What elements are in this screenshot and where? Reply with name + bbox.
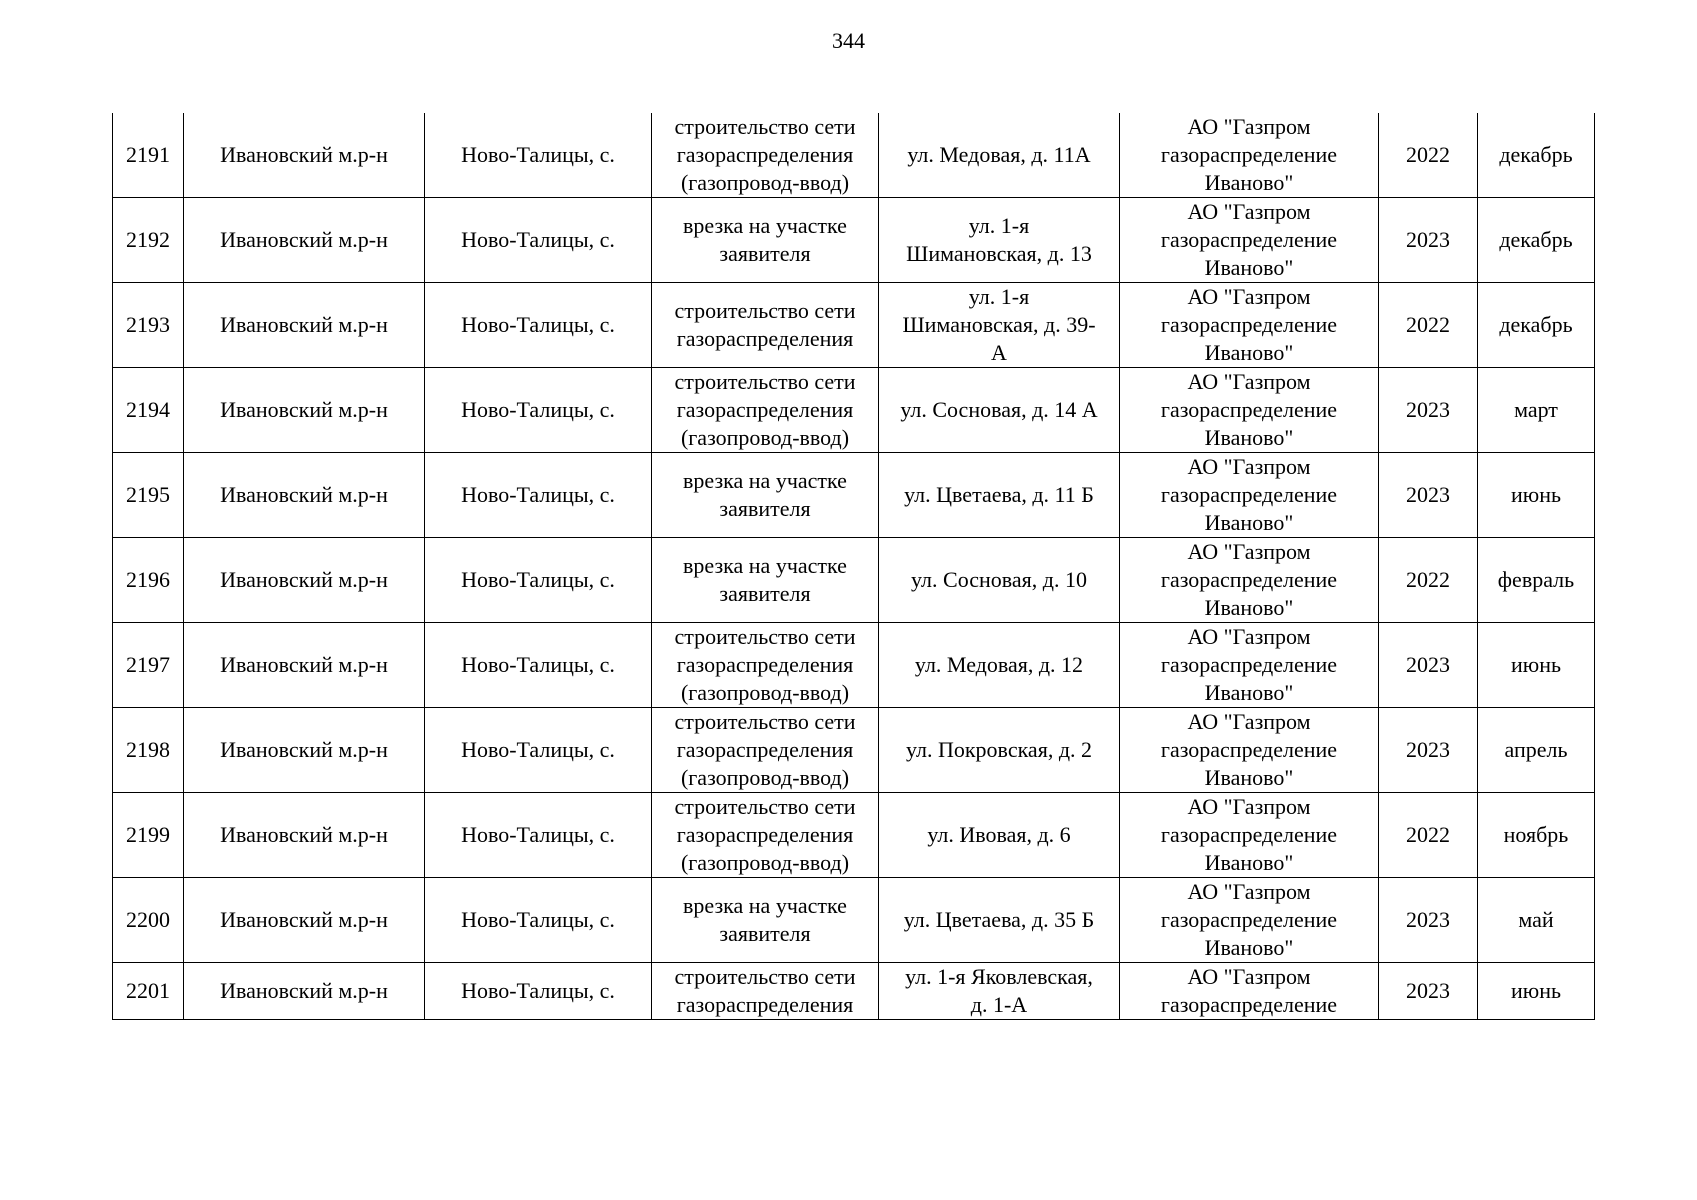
address-cell: ул. Цветаева, д. 35 Б	[879, 878, 1120, 963]
table-row	[113, 453, 1595, 538]
row-number-cell: 2193	[113, 283, 184, 368]
work-type-cell: врезка на участке заявителя	[652, 538, 879, 623]
row-number-cell: 2199	[113, 793, 184, 878]
district-cell: Ивановский м.р-н	[184, 623, 425, 708]
row-number-cell: 2198	[113, 708, 184, 793]
organization-cell: АО "Газпром газораспределение Иваново"	[1120, 368, 1379, 453]
district-cell: Ивановский м.р-н	[184, 113, 425, 198]
year-cell: 2023	[1379, 198, 1478, 283]
organization-cell: АО "Газпром газораспределение Иваново"	[1120, 793, 1379, 878]
row-number-cell: 2191	[113, 113, 184, 198]
work-type-cell: строительство сети газораспределения	[652, 283, 879, 368]
settlement-cell: Ново-Талицы, с.	[425, 708, 652, 793]
settlement-cell: Ново-Талицы, с.	[425, 878, 652, 963]
organization-cell: АО "Газпром газораспределение Иваново"	[1120, 708, 1379, 793]
month-cell: декабрь	[1478, 283, 1595, 368]
organization-cell: АО "Газпром газораспределение Иваново"	[1120, 283, 1379, 368]
row-number-cell: 2194	[113, 368, 184, 453]
settlement-cell: Ново-Талицы, с.	[425, 113, 652, 198]
month-cell: май	[1478, 878, 1595, 963]
district-cell: Ивановский м.р-н	[184, 963, 425, 1020]
month-cell: декабрь	[1478, 198, 1595, 283]
organization-cell: АО "Газпром газораспределение	[1120, 963, 1379, 1020]
address-cell: ул. Медовая, д. 12	[879, 623, 1120, 708]
settlement-cell: Ново-Талицы, с.	[425, 963, 652, 1020]
organization-cell: АО "Газпром газораспределение Иваново"	[1120, 113, 1379, 198]
year-cell: 2023	[1379, 623, 1478, 708]
address-cell: ул. Покровская, д. 2	[879, 708, 1120, 793]
row-number-cell: 2197	[113, 623, 184, 708]
year-cell: 2023	[1379, 453, 1478, 538]
year-cell: 2022	[1379, 538, 1478, 623]
settlement-cell: Ново-Талицы, с.	[425, 623, 652, 708]
year-cell: 2022	[1379, 113, 1478, 198]
work-type-cell: строительство сети газораспределения (газопровод-ввод)	[652, 793, 879, 878]
organization-cell: АО "Газпром газораспределение Иваново"	[1120, 538, 1379, 623]
table-row	[113, 538, 1595, 623]
month-cell: февраль	[1478, 538, 1595, 623]
table-row	[113, 198, 1595, 283]
row-number-cell: 2201	[113, 963, 184, 1020]
district-cell: Ивановский м.р-н	[184, 283, 425, 368]
gasification-table	[112, 113, 1595, 1020]
work-type-cell: строительство сети газораспределения (газопровод-ввод)	[652, 708, 879, 793]
district-cell: Ивановский м.р-н	[184, 538, 425, 623]
address-cell: ул. Медовая, д. 11А	[879, 113, 1120, 198]
month-cell: июнь	[1478, 453, 1595, 538]
row-number-cell: 2195	[113, 453, 184, 538]
row-number-cell: 2192	[113, 198, 184, 283]
district-cell: Ивановский м.р-н	[184, 453, 425, 538]
table-row	[113, 708, 1595, 793]
settlement-cell: Ново-Талицы, с.	[425, 538, 652, 623]
organization-cell: АО "Газпром газораспределение Иваново"	[1120, 198, 1379, 283]
table-row	[113, 283, 1595, 368]
table-row	[113, 623, 1595, 708]
work-type-cell: строительство сети газораспределения (газопровод-ввод)	[652, 368, 879, 453]
address-cell: ул. Ивовая, д. 6	[879, 793, 1120, 878]
table-row	[113, 113, 1595, 198]
month-cell: июнь	[1478, 623, 1595, 708]
address-cell: ул. Сосновая, д. 14 А	[879, 368, 1120, 453]
settlement-cell: Ново-Талицы, с.	[425, 198, 652, 283]
organization-cell: АО "Газпром газораспределение Иваново"	[1120, 878, 1379, 963]
month-cell: март	[1478, 368, 1595, 453]
work-type-cell: врезка на участке заявителя	[652, 198, 879, 283]
year-cell: 2022	[1379, 283, 1478, 368]
district-cell: Ивановский м.р-н	[184, 878, 425, 963]
work-type-cell: строительство сети газораспределения (газопровод-ввод)	[652, 113, 879, 198]
address-cell: ул. 1-я Яковлевская, д. 1-А	[879, 963, 1120, 1020]
work-type-cell: строительство сети газораспределения (газопровод-ввод)	[652, 623, 879, 708]
month-cell: ноябрь	[1478, 793, 1595, 878]
work-type-cell: строительство сети газораспределения	[652, 963, 879, 1020]
table-row	[113, 793, 1595, 878]
table-row	[113, 368, 1595, 453]
settlement-cell: Ново-Талицы, с.	[425, 453, 652, 538]
month-cell: декабрь	[1478, 113, 1595, 198]
settlement-cell: Ново-Талицы, с.	[425, 793, 652, 878]
row-number-cell: 2196	[113, 538, 184, 623]
month-cell: апрель	[1478, 708, 1595, 793]
work-type-cell: врезка на участке заявителя	[652, 878, 879, 963]
organization-cell: АО "Газпром газораспределение Иваново"	[1120, 453, 1379, 538]
address-cell: ул. Цветаева, д. 11 Б	[879, 453, 1120, 538]
district-cell: Ивановский м.р-н	[184, 708, 425, 793]
year-cell: 2023	[1379, 708, 1478, 793]
work-type-cell: врезка на участке заявителя	[652, 453, 879, 538]
table-row	[113, 878, 1595, 963]
address-cell: ул. Сосновая, д. 10	[879, 538, 1120, 623]
address-cell: ул. 1-я Шимановская, д. 39- А	[879, 283, 1120, 368]
district-cell: Ивановский м.р-н	[184, 368, 425, 453]
table-body	[113, 113, 1595, 1020]
row-number-cell: 2200	[113, 878, 184, 963]
year-cell: 2023	[1379, 368, 1478, 453]
settlement-cell: Ново-Талицы, с.	[425, 283, 652, 368]
table-row	[113, 963, 1595, 1020]
year-cell: 2022	[1379, 793, 1478, 878]
page-number: 344	[832, 28, 865, 53]
district-cell: Ивановский м.р-н	[184, 793, 425, 878]
settlement-cell: Ново-Талицы, с.	[425, 368, 652, 453]
year-cell: 2023	[1379, 878, 1478, 963]
address-cell: ул. 1-я Шимановская, д. 13	[879, 198, 1120, 283]
district-cell: Ивановский м.р-н	[184, 198, 425, 283]
year-cell: 2023	[1379, 963, 1478, 1020]
month-cell: июнь	[1478, 963, 1595, 1020]
organization-cell: АО "Газпром газораспределение Иваново"	[1120, 623, 1379, 708]
